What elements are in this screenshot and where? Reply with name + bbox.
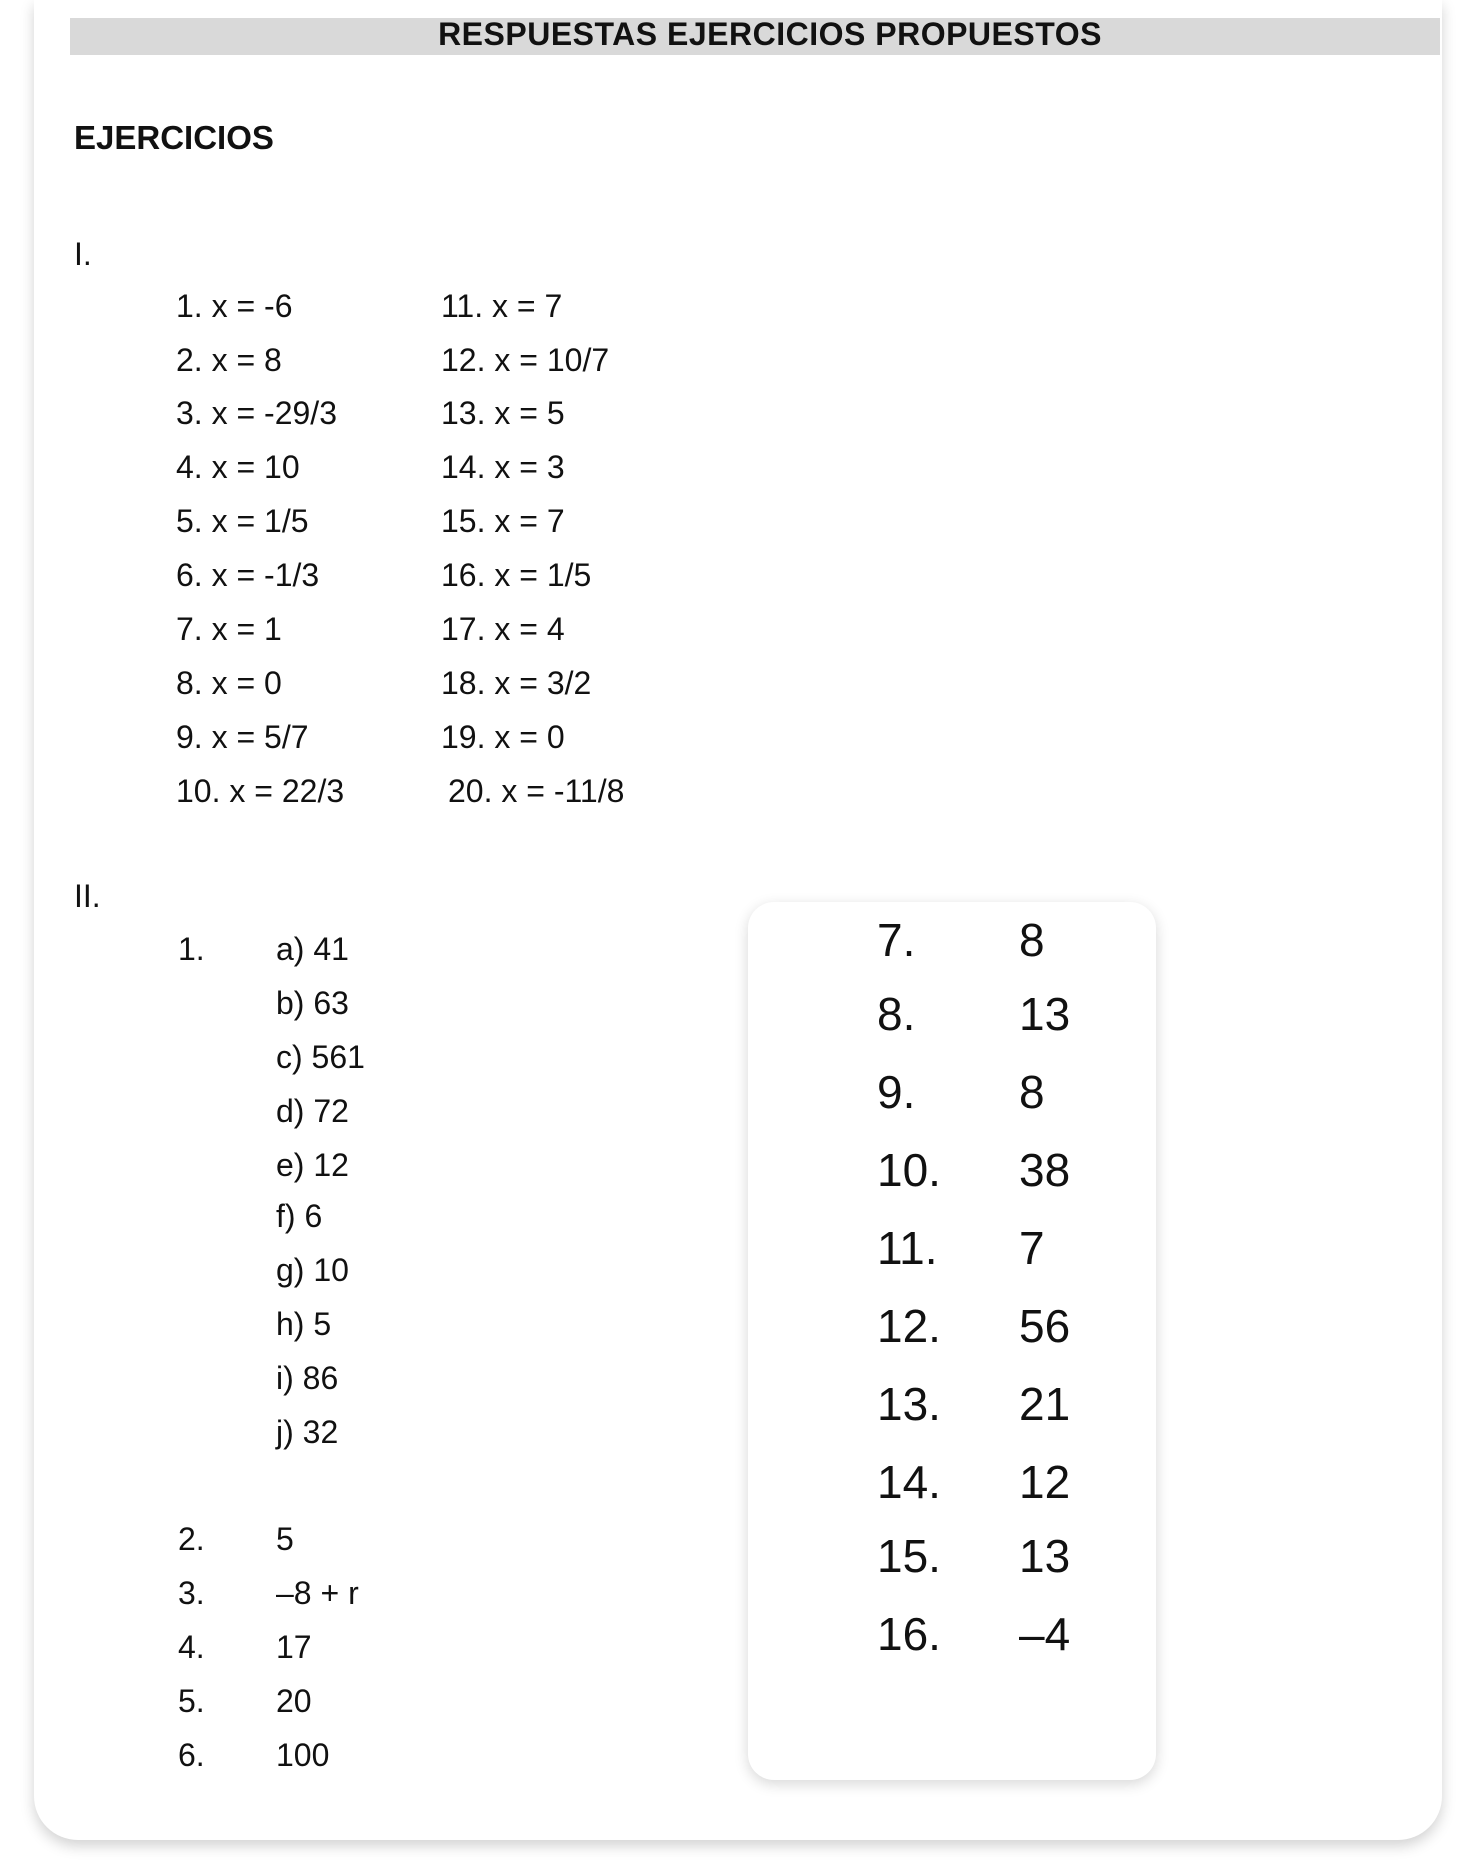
item-value: 5 [276,1521,294,1557]
item-number: 3. [178,1575,205,1611]
card-item-value: 8 [1019,1066,1045,1118]
answer-18: 18. x = 3/2 [441,665,592,701]
answer-20: 20. x = -11/8 [448,773,625,809]
answer-4: 4. x = 10 [176,449,300,485]
part-e: e) 12 [276,1147,349,1183]
card-item-value: –4 [1019,1608,1071,1660]
item-number: 2. [178,1521,205,1557]
answer-8: 8. x = 0 [176,665,282,701]
card-item-number: 13. [877,1378,941,1430]
card-item-value: 8 [1019,914,1045,966]
answer-15: 15. x = 7 [441,503,565,539]
answer-7: 7. x = 1 [176,611,282,647]
card-item-value: 13 [1019,1530,1071,1582]
card-item-number: 16. [877,1608,941,1660]
card-item-number: 12. [877,1300,941,1352]
answer-3: 3. x = -29/3 [176,395,337,431]
card-item-number: 14. [877,1456,941,1508]
card-item-number: 7. [877,914,916,966]
item-value: –8 + r [276,1575,359,1611]
item-value: 17 [276,1629,312,1665]
item-number: 4. [178,1629,205,1665]
answer-2: 2. x = 8 [176,342,282,378]
item-number: 1. [178,931,205,967]
card-item-number: 9. [877,1066,916,1118]
answer-12: 12. x = 10/7 [441,342,610,378]
part-i: i) 86 [276,1360,339,1396]
part-h: h) 5 [276,1306,332,1342]
answer-16: 16. x = 1/5 [441,557,592,593]
item-number: 6. [178,1737,205,1773]
card-item-value: 21 [1019,1378,1071,1430]
section-heading: EJERCICIOS [74,119,274,156]
part-g: g) 10 [276,1252,349,1288]
answer-11: 11. x = 7 [441,288,563,324]
card-item-number: 10. [877,1144,941,1196]
answer-1: 1. x = -6 [176,288,293,324]
answer-5: 5. x = 1/5 [176,503,309,539]
part-f: f) 6 [276,1198,323,1234]
answer-13: 13. x = 5 [441,395,565,431]
part-c: c) 561 [276,1039,365,1075]
part-d: d) 72 [276,1093,349,1129]
part-b: b) 63 [276,985,349,1021]
part-j: j) 32 [276,1414,339,1450]
answer-sheet [34,0,1442,1840]
part-a: a) 41 [276,931,349,967]
card-item-number: 8. [877,988,916,1040]
answer-6: 6. x = -1/3 [176,557,320,593]
answer-10: 10. x = 22/3 [176,773,345,809]
answer-14: 14. x = 3 [441,449,565,485]
answer-card [748,902,1156,1780]
item-value: 20 [276,1683,312,1719]
card-item-value: 56 [1019,1300,1071,1352]
section-2-label: II. [74,878,101,914]
answer-9: 9. x = 5/7 [176,719,309,755]
card-item-value: 38 [1019,1144,1071,1196]
card-item-value: 7 [1019,1222,1045,1274]
page-title: RESPUESTAS EJERCICIOS PROPUESTOS [438,16,1102,52]
card-item-value: 13 [1019,988,1071,1040]
item-value: 100 [276,1737,330,1773]
answer-17: 17. x = 4 [441,611,565,647]
item-number: 5. [178,1683,205,1719]
card-item-value: 12 [1019,1456,1071,1508]
section-1-label: I. [74,236,92,272]
answer-19: 19. x = 0 [441,719,565,755]
card-item-number: 11. [877,1222,938,1274]
card-item-number: 15. [877,1530,941,1582]
